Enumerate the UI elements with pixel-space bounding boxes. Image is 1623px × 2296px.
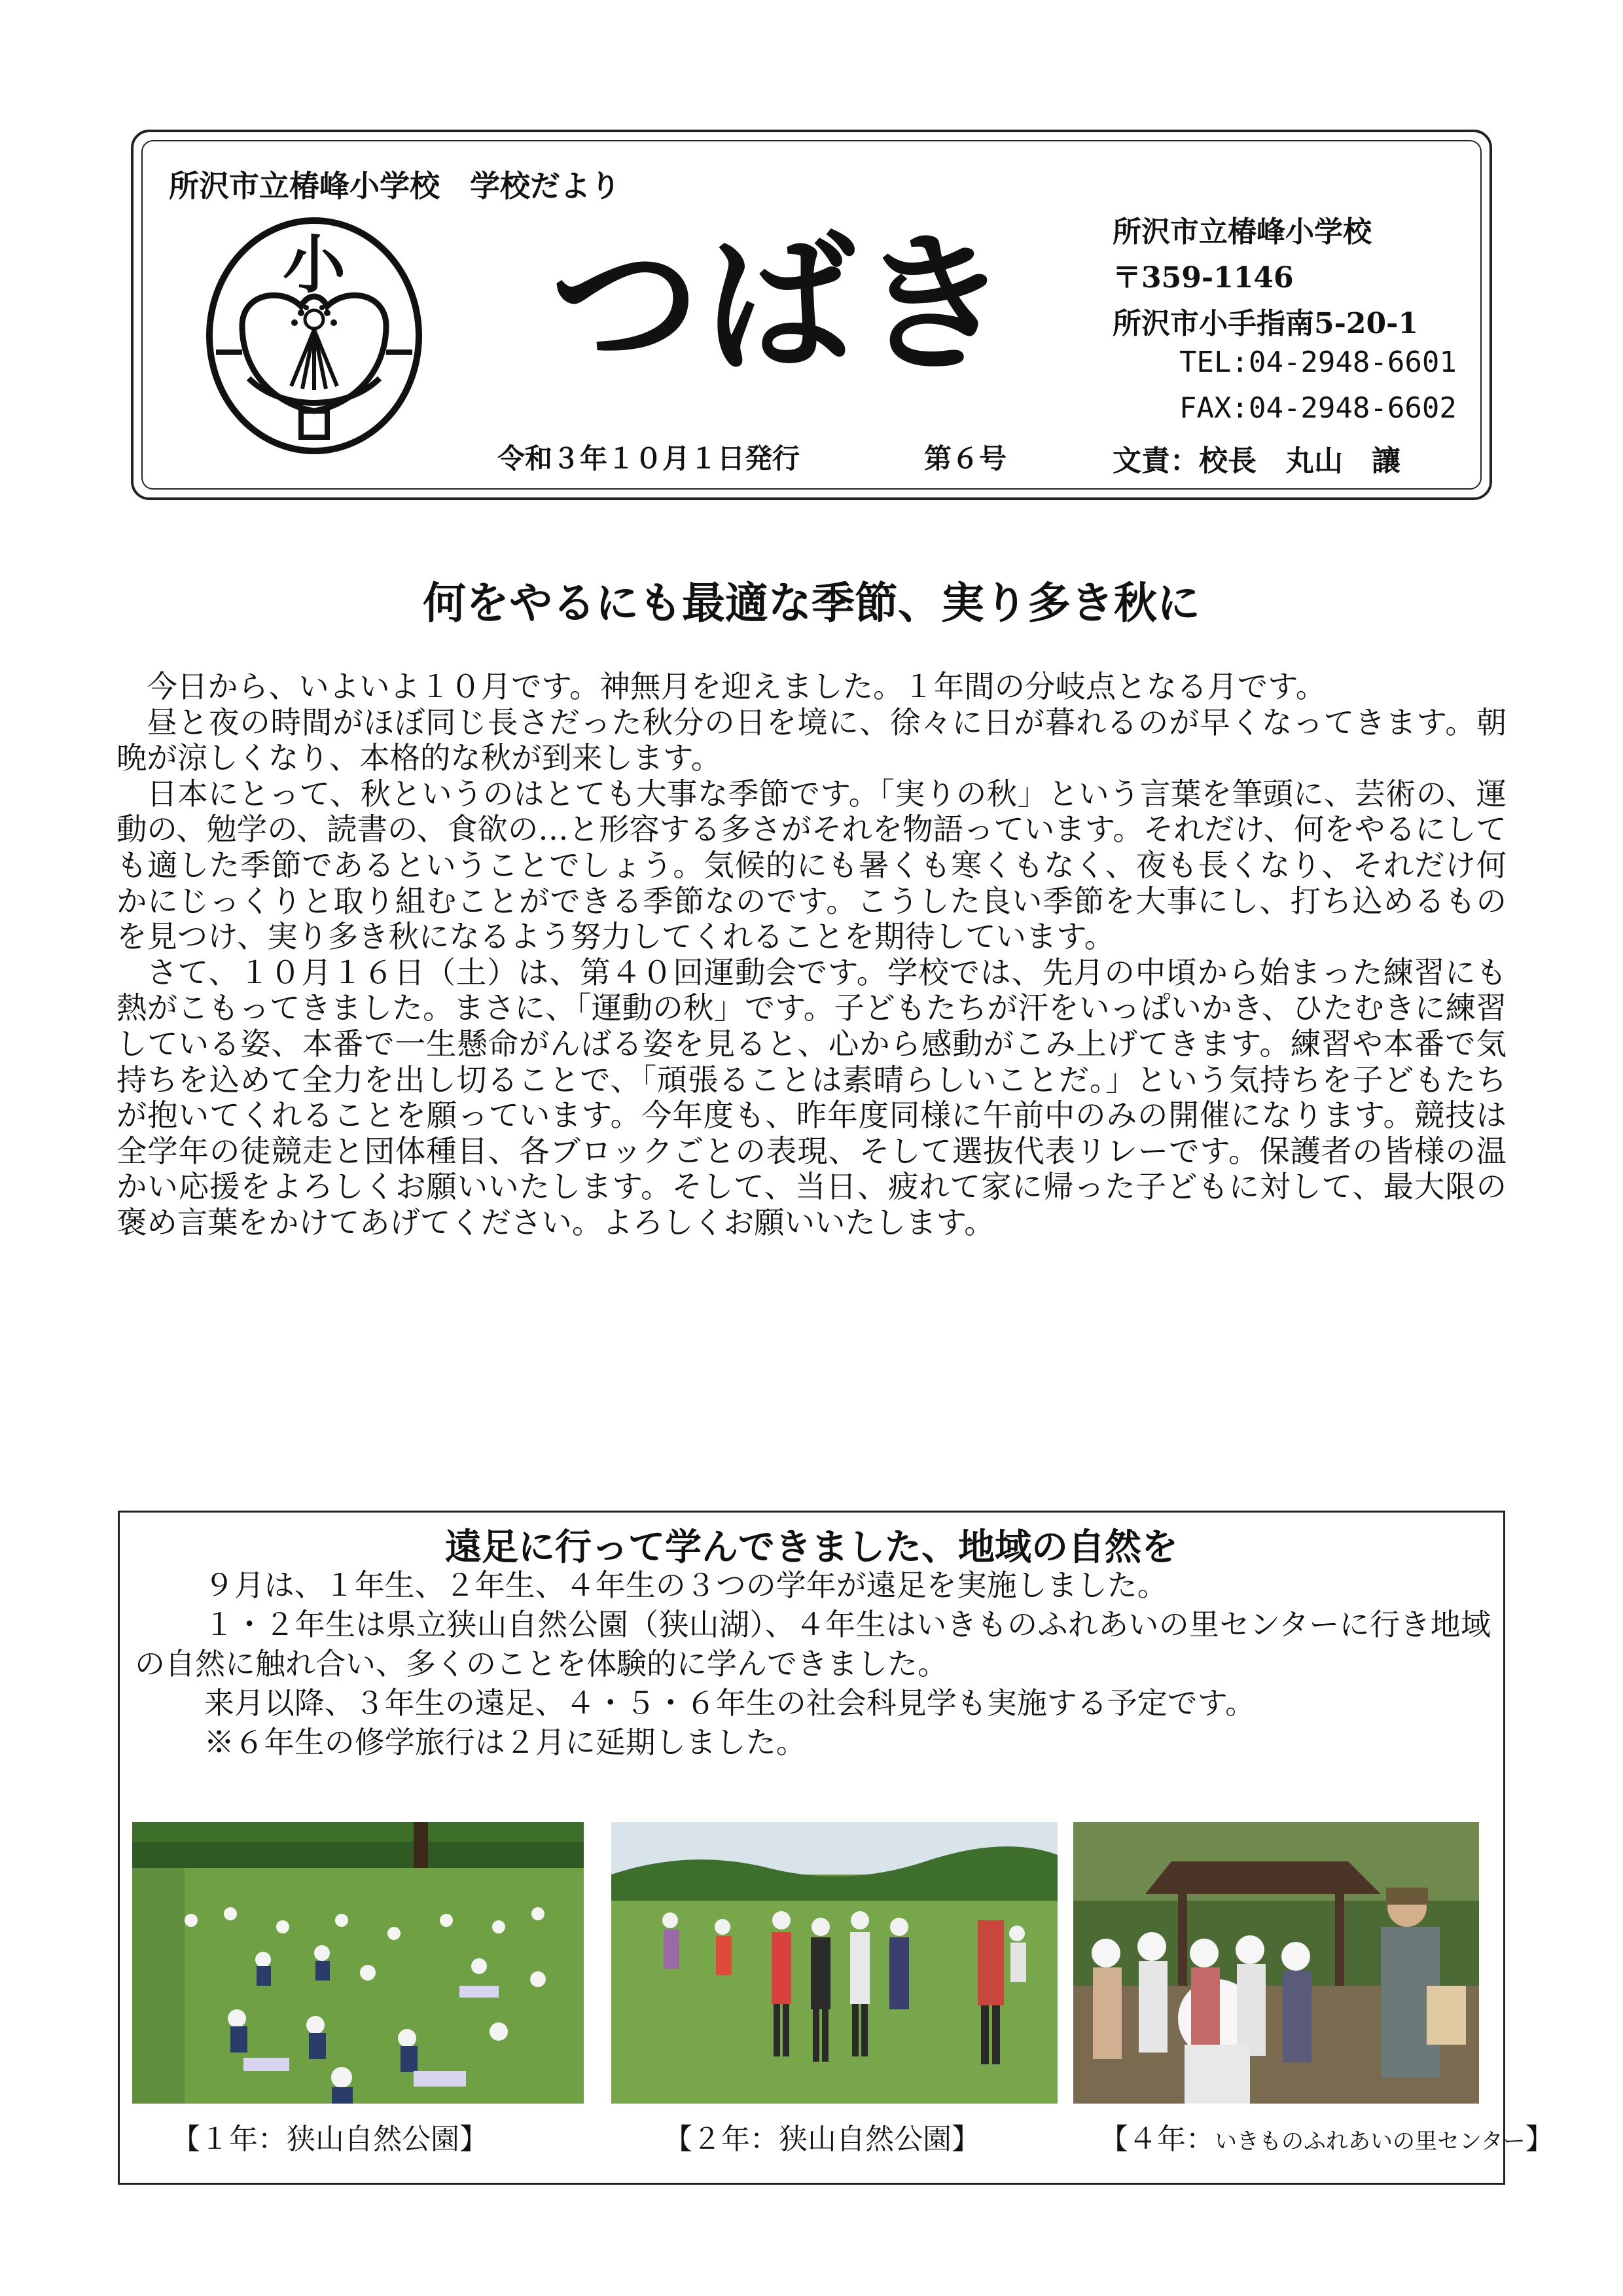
photo-grade1-lawn xyxy=(132,1822,584,2104)
issue-number: 第６号 xyxy=(924,442,1007,475)
phone-number: TEL:04-2948-6601 xyxy=(1179,346,1457,379)
postal-code: 〒359-1146 xyxy=(1113,261,1294,295)
newsletter-label: 所沢市立椿峰小学校 学校だより xyxy=(169,168,620,204)
fax-number: FAX:04-2948-6602 xyxy=(1179,391,1457,425)
article-paragraph: 昼と夜の時間がほぼ同じ長さだった秋分の日を境に、徐々に日が暮れるのが早くなってきます。朝晩が涼しくなり、本格的な秋が到来します。 xyxy=(116,704,1507,776)
issue-date: 令和３年１０月１日発行 xyxy=(497,442,800,475)
excursion-paragraph: ※６年生の修学旅行は２月に延期しました。 xyxy=(204,1725,806,1760)
emblem-character: 小 xyxy=(283,228,346,302)
excursion-paragraph: 来月以降、３年生の遠足、４・５・６年生の社会科見学も実施する予定です。 xyxy=(204,1685,1256,1721)
excursion-title: 遠足に行って学んできました、地域の自然を xyxy=(445,1526,1178,1569)
school-emblem-icon xyxy=(203,215,425,457)
excursion-body xyxy=(135,1566,1491,1762)
photo-caption: 【１年：狭山自然公園】 xyxy=(171,2123,488,2156)
article-headline: 何をやるにも最適な季節、実り多き秋に xyxy=(423,577,1200,628)
school-address: 所沢市小手指南5-20-1 xyxy=(1113,307,1418,340)
editor-credit: 文責：校長 丸山 讓 xyxy=(1113,444,1400,478)
photo-caption: 【２年：狭山自然公園】 xyxy=(664,2123,980,2156)
article-body xyxy=(116,669,1507,1241)
photo-caption: 【４年：いきものふれあいの里センター】 xyxy=(1099,2123,1554,2156)
newsletter-title: つばき xyxy=(550,216,1014,393)
school-name: 所沢市立椿峰小学校 xyxy=(1113,215,1372,249)
excursion-paragraph: ９月は、１年生、２年生、４年生の３つの学年が遠足を実施しました。 xyxy=(204,1568,1168,1603)
article-paragraph: 今日から、いよいよ１０月です。神無月を迎えました。１年間の分岐点となる月です。 xyxy=(147,669,1327,704)
article-paragraph: さて、１０月１６日（土）は、第４０回運動会です。学校では、先月の中頃から始まった練習にも熱がこもってきました。まさに、「運動の秋」です。子どもたちが汗をいっぱいかき、ひたむきに練習している姿、本番で一生懸命がんばる姿を見ると、心から感動がこみ上げてきます。練習や本番で気持ちを込めて全力を出し切ることで、「頑張ることは素晴らしいことだ。」という気持ちを子どもたちが抱いてくれることを願っています。今年度も、昨年度同様に午前中のみの開催になります。競技は全学年の徒競走と団体種目、各ブロックごとの表現、そして選抜代表リレーです。保護者の皆様の温かい応援をよろしくお願いいたします。そして、当日、疲れて家に帰った子どもに対して、最大限の褒め言葉をかけてあげてください。よろしくお願いいたします。 xyxy=(116,954,1507,1240)
excursion-paragraph: １・２年生は県立狭山自然公園（狭山湖）、４年生はいきものふれあいの里センターに行き地域の自然に触れ合い、多くのことを体験的に学んできました。 xyxy=(135,1607,1491,1681)
photo-grade4-nature-center xyxy=(1073,1822,1479,2104)
photo-grade2-park xyxy=(611,1822,1058,2104)
article-paragraph: 日本にとって、秋というのはとても大事な季節です。「実りの秋」という言葉を筆頭に、芸術の、運動の、勉学の、読書の、食欲の…と形容する多さがそれを物語っています。それだけ、何をやるにしても適した季節であるということでしょう。気候的にも暑くも寒くもなく、夜も長くなり、それだけ何かにじっくりと取り組むことができる季節なのです。こうした良い季節を大事にし、打ち込めるものを見つけ、実り多き秋になるよう努力してくれることを期待しています。 xyxy=(116,776,1507,955)
